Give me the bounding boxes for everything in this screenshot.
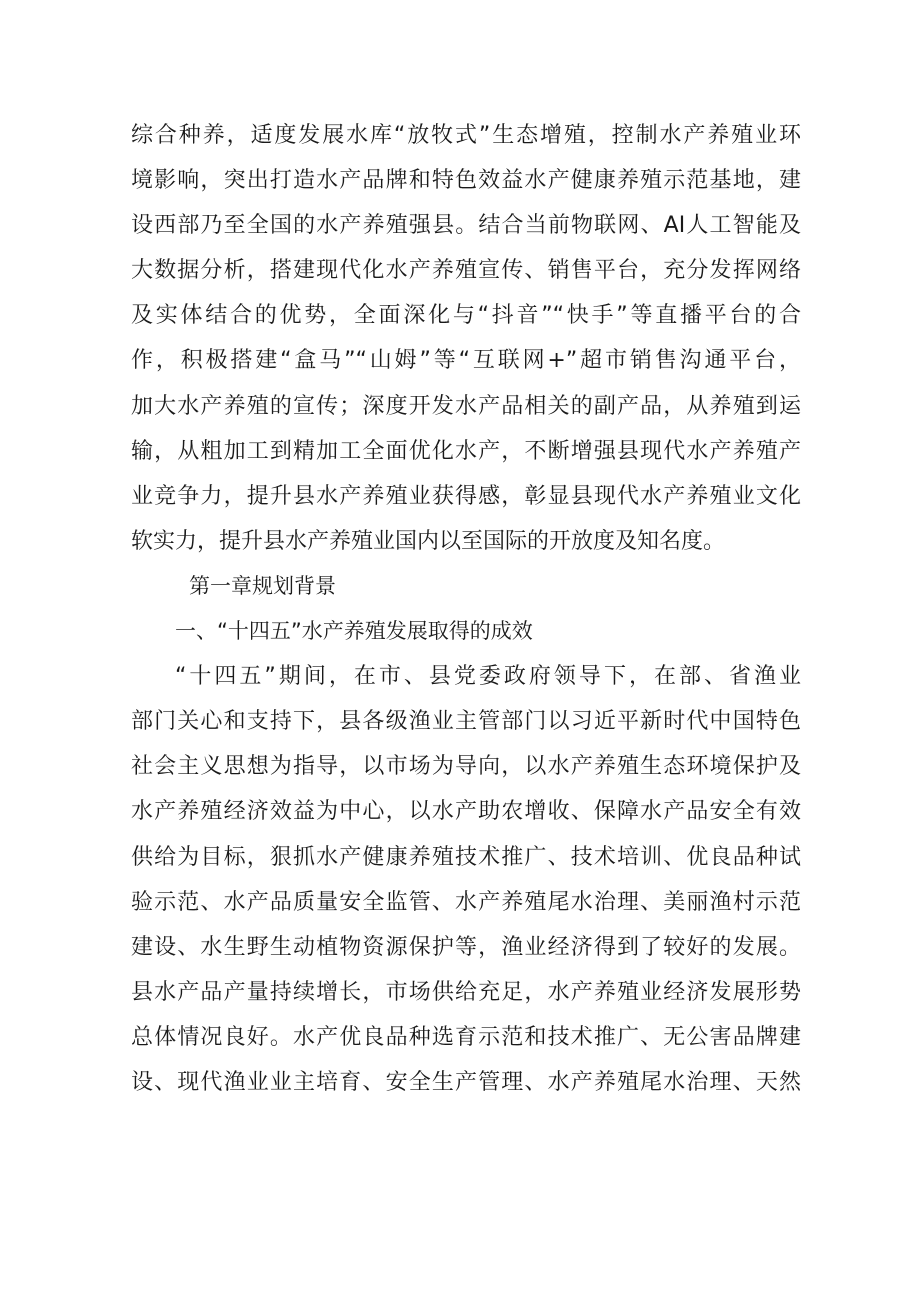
text-line: 设、现代渔业业主培育、安全生产管理、水产养殖尾水治理、天然 [131,1069,801,1095]
text-line: 综合种养，适度发展水库“放牧式”生态增殖，控制水产养殖业环 [131,123,801,148]
text-line: 加大水产养殖的宣传；深度开发水产品相关的副产品，从养殖到运 [131,393,801,419]
text-line: 境影响，突出打造水产品牌和特色效益水产健康养殖示范基地，建 [131,168,801,194]
text-line: 水产养殖经济效益为中心，以水产助农增收、保障水产品安全有效 [131,799,801,825]
text-line: 软实力，提升县水产养殖业国内以至国际的开放度及知名度。 [131,528,726,554]
text-line: 验示范、水产品质量安全监管、水产养殖尾水治理、美丽渔村示范 [131,889,801,915]
text-line: 县水产品产量持续增长，市场供给充足，水产养殖业经济发展形势 [131,979,801,1005]
document-body [131,113,801,1105]
text-line: 建设、水生野生动植物资源保护等，渔业经济得到了较好的发展。 [131,934,801,960]
text-line: 供给为目标，狠抓水产健康养殖技术推广、技术培训、优良品种试 [131,844,801,870]
text-line: 业竞争力，提升县水产养殖业获得感，彰显县现代水产养殖业文化 [131,483,801,509]
text-line: 设西部乃至全国的水产养殖强县。结合当前物联网、AI人工智能及 [131,213,801,239]
paragraph-achievements [131,654,801,1105]
text-line: 总体情况良好。水产优良品种选育示范和技术推广、无公害品牌建 [131,1024,801,1050]
paragraph-intro [131,113,801,564]
text-line: 社会主义思想为指导，以市场为导向，以水产养殖生态环境保护及 [131,754,801,780]
text-line: 输，从粗加工到精加工全面优化水产，不断增强县现代水产养殖产 [131,438,801,464]
text-line: 部门关心和支持下，县各级渔业主管部门以习近平新时代中国特色 [131,709,801,735]
text-line: 大数据分析，搭建现代化水产养殖宣传、销售平台，充分发挥网络 [131,258,801,284]
chapter-title: 第一章规划背景 [189,573,336,598]
text-line: 作，积极搭建“盒马”“山姆”等“互联网+”超市销售沟通平台， [131,348,801,374]
section-title: 一、“十四五”水产养殖发展取得的成效 [175,619,533,644]
text-line: 及实体结合的优势，全面深化与“抖音”“快手”等直播平台的合 [131,303,801,329]
text-line: “十四五”期间，在市、县党委政府领导下，在部、省渔业 [175,664,801,690]
